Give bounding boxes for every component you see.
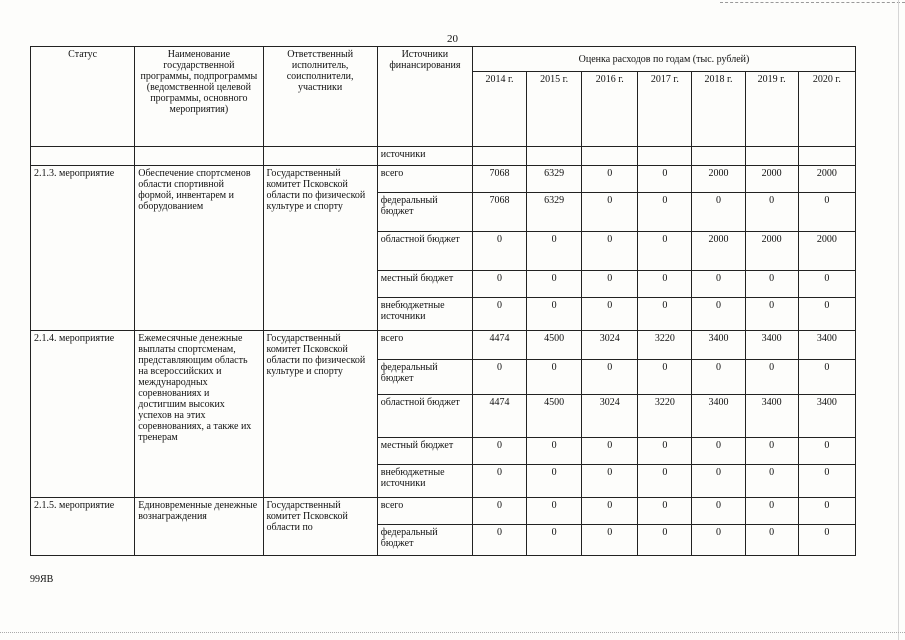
value-cell: 0: [527, 360, 582, 395]
value-cell: 0: [527, 438, 582, 465]
value-cell: 0: [745, 438, 798, 465]
value-cell: 0: [692, 438, 745, 465]
value-cell: 0: [692, 298, 745, 331]
value-cell: 3400: [798, 331, 855, 360]
header-status: Статус: [31, 47, 135, 147]
value-cell: 0: [692, 193, 745, 232]
activity-executor: Государственный комитет Псковской области по: [263, 498, 377, 556]
value-cell: 0: [638, 166, 692, 193]
value-cell: 3400: [798, 395, 855, 438]
page-number: 20: [447, 33, 458, 45]
value-cell: 0: [798, 438, 855, 465]
source-cell: местный бюджет: [377, 271, 472, 298]
source-cell: внебюджетные источники: [377, 465, 472, 498]
value-cell: 2000: [798, 232, 855, 271]
value-cell: 2000: [692, 166, 745, 193]
year-header: 2014 г.: [472, 72, 526, 147]
value-cell: 0: [798, 525, 855, 556]
table-row: [31, 166, 856, 193]
source-cell: внебюджетные источники: [377, 298, 472, 331]
value-cell: 3220: [638, 331, 692, 360]
source-cell: областной бюджет: [377, 232, 472, 271]
table-row: [31, 498, 856, 525]
scan-artifact-right-edge: [898, 0, 899, 640]
value-cell: 2000: [745, 232, 798, 271]
value-cell: 0: [638, 193, 692, 232]
value-cell: 0: [582, 360, 638, 395]
source-cell: федеральный бюджет: [377, 193, 472, 232]
value-cell: 3024: [582, 331, 638, 360]
value-cell: 6329: [527, 166, 582, 193]
table-row: [31, 331, 856, 360]
value-cell: 0: [472, 465, 526, 498]
value-cell: 0: [745, 525, 798, 556]
activity-executor: Государственный комитет Псковской области по физической культуре и спорту: [263, 166, 377, 331]
value-cell: 0: [798, 193, 855, 232]
value-cell: 0: [582, 193, 638, 232]
value-cell: 3400: [745, 395, 798, 438]
value-cell: 0: [638, 498, 692, 525]
year-header: 2015 г.: [527, 72, 582, 147]
value-cell: 0: [638, 465, 692, 498]
year-header: 2016 г.: [582, 72, 638, 147]
scan-artifact-top: [720, 2, 905, 3]
budget-table: [30, 46, 856, 556]
year-header: 2020 г.: [798, 72, 855, 147]
activity-executor: Государственный комитет Псковской области по физической культуре и спорту: [263, 331, 377, 498]
value-cell: 0: [472, 271, 526, 298]
value-cell: 0: [692, 465, 745, 498]
header-program-name: Наименование государственной программы, подпрограммы (ведомственной целевой программы, основного мероприятия): [135, 47, 263, 147]
header-executor: Ответственный исполнитель, соисполнители, участники: [263, 47, 377, 147]
activity-status: 2.1.3. мероприятие: [31, 166, 135, 331]
source-cell: местный бюджет: [377, 438, 472, 465]
value-cell: 0: [798, 271, 855, 298]
value-cell: 0: [798, 465, 855, 498]
value-cell: 3220: [638, 395, 692, 438]
value-cell: 6329: [527, 193, 582, 232]
table-body: [31, 147, 856, 556]
value-cell: 0: [582, 166, 638, 193]
value-cell: 0: [472, 232, 526, 271]
value-cell: 0: [638, 360, 692, 395]
value-cell: 0: [745, 498, 798, 525]
activity-name: Единовременные денежные вознаграждения: [135, 498, 263, 556]
value-cell: 0: [638, 271, 692, 298]
scan-artifact-bottom: [0, 632, 905, 633]
value-cell: 3400: [692, 331, 745, 360]
value-cell: 4500: [527, 331, 582, 360]
source-cell: источники: [377, 147, 472, 166]
value-cell: 0: [638, 298, 692, 331]
value-cell: 0: [745, 298, 798, 331]
value-cell: 4500: [527, 395, 582, 438]
activity-name: Ежемесячные денежные выплаты спортсменам, представляющим область на всероссийских и международных соревнованиях и достигшим высоких успехов на этих соревнованиях, а также их тренерам: [135, 331, 263, 498]
header-expenses: Оценка расходов по годам (тыс. рублей): [472, 47, 855, 72]
value-cell: 4474: [472, 331, 526, 360]
value-cell: 0: [527, 465, 582, 498]
value-cell: 0: [745, 271, 798, 298]
value-cell: 7068: [472, 193, 526, 232]
value-cell: 0: [745, 193, 798, 232]
value-cell: 0: [582, 438, 638, 465]
source-cell: федеральный бюджет: [377, 360, 472, 395]
value-cell: 0: [527, 271, 582, 298]
value-cell: 2000: [798, 166, 855, 193]
value-cell: 3400: [745, 331, 798, 360]
source-cell: всего: [377, 166, 472, 193]
value-cell: 0: [472, 498, 526, 525]
value-cell: 0: [582, 298, 638, 331]
source-cell: всего: [377, 331, 472, 360]
value-cell: 0: [582, 465, 638, 498]
activity-status: 2.1.4. мероприятие: [31, 331, 135, 498]
header-sources: Источники финансирования: [377, 47, 472, 147]
value-cell: 0: [582, 232, 638, 271]
value-cell: 0: [692, 271, 745, 298]
value-cell: 0: [745, 465, 798, 498]
year-header: 2017 г.: [638, 72, 692, 147]
value-cell: 0: [582, 271, 638, 298]
value-cell: 2000: [692, 232, 745, 271]
source-cell: всего: [377, 498, 472, 525]
value-cell: 2000: [745, 166, 798, 193]
value-cell: 0: [472, 360, 526, 395]
value-cell: 0: [472, 298, 526, 331]
value-cell: 0: [638, 438, 692, 465]
value-cell: 0: [692, 498, 745, 525]
carry-over-row: [31, 147, 856, 166]
value-cell: 3400: [692, 395, 745, 438]
value-cell: 0: [798, 360, 855, 395]
value-cell: 0: [745, 360, 798, 395]
value-cell: 3024: [582, 395, 638, 438]
value-cell: 0: [472, 438, 526, 465]
source-cell: федеральный бюджет: [377, 525, 472, 556]
value-cell: 7068: [472, 166, 526, 193]
activity-status: 2.1.5. мероприятие: [31, 498, 135, 556]
header-row: [31, 47, 856, 72]
value-cell: 0: [692, 360, 745, 395]
year-header: 2018 г.: [692, 72, 745, 147]
value-cell: 0: [692, 525, 745, 556]
value-cell: 0: [527, 498, 582, 525]
activity-name: Обеспечение спортсменов области спортивной формой, инвентарем и оборудованием: [135, 166, 263, 331]
value-cell: 0: [527, 298, 582, 331]
value-cell: 0: [527, 525, 582, 556]
year-header: 2019 г.: [745, 72, 798, 147]
value-cell: 0: [527, 232, 582, 271]
footer-code: 99ЯВ: [30, 574, 54, 585]
value-cell: 0: [798, 298, 855, 331]
value-cell: 0: [638, 525, 692, 556]
value-cell: 0: [582, 498, 638, 525]
value-cell: 0: [798, 498, 855, 525]
value-cell: 0: [472, 525, 526, 556]
value-cell: 0: [638, 232, 692, 271]
source-cell: областной бюджет: [377, 395, 472, 438]
value-cell: 4474: [472, 395, 526, 438]
value-cell: 0: [582, 525, 638, 556]
